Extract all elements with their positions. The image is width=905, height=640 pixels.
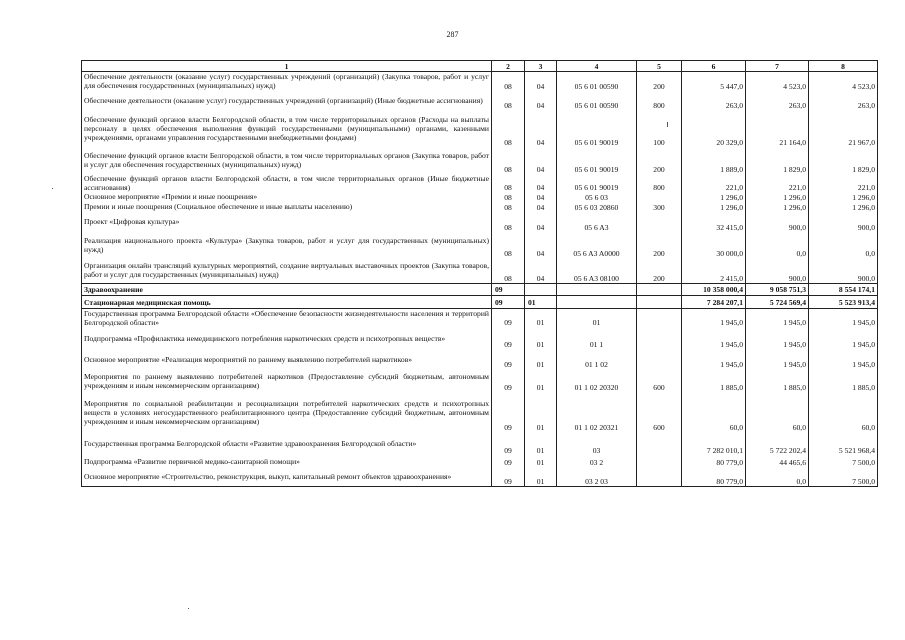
row-value-cell [637, 284, 682, 296]
row-value-cell: 30 000,0 [682, 232, 746, 258]
row-value-cell: 01 1 [557, 327, 637, 349]
row-value-cell: 1 296,0 [809, 202, 878, 212]
scan-speck [188, 608, 189, 609]
row-value-cell: 04 [525, 232, 557, 258]
row-value-cell [637, 212, 682, 232]
row-value-cell: 4 523,0 [809, 72, 878, 91]
row-value-cell: 01 1 02 20321 [557, 392, 637, 432]
row-value-cell: 1 885,0 [809, 369, 878, 392]
row-value-cell: 5 722 202,4 [746, 432, 809, 455]
row-value-cell: 200 [637, 72, 682, 91]
row-value-cell [637, 192, 682, 202]
column-header: 2 [492, 61, 525, 72]
row-value-cell: 01 1 02 [557, 349, 637, 369]
row-value-cell: 1 945,0 [682, 349, 746, 369]
row-value-cell [557, 284, 637, 296]
row-value-cell: 05 6 A3 A0000 [557, 232, 637, 258]
row-name-cell: Основное мероприятие «Строительство, реконструкция, выкуп, капитальный ремонт объектов здравоохранения» [82, 467, 492, 486]
row-value-cell: 1 829,0 [809, 147, 878, 174]
row-value-cell: 900,0 [746, 212, 809, 232]
row-value-cell: 01 [525, 432, 557, 455]
row-name-cell: Обеспечение функций органов власти Белгородской области, в том числе территориальных органов (Расходы на выплаты персоналу в целях обеспечения выполнения функций государственными (муниципальными) органами, казенными учреждениями, органами управления государственными внебюджетными фондами) [82, 110, 492, 147]
row-value-cell: 8 554 174,1 [809, 284, 878, 296]
row-value-cell: 7 500,0 [809, 455, 878, 467]
row-value-cell: 0,0 [809, 232, 878, 258]
row-value-cell: 08 [492, 202, 525, 212]
row-value-cell: 03 2 [557, 455, 637, 467]
table-row [82, 455, 878, 467]
table-row [82, 192, 878, 202]
row-value-cell: 100 [637, 110, 682, 147]
row-value-cell: 32 415,0 [682, 212, 746, 232]
table-row [82, 202, 878, 212]
table-row [82, 91, 878, 110]
row-value-cell: 08 [492, 258, 525, 284]
row-value-cell: 800 [637, 91, 682, 110]
row-value-cell: 04 [525, 72, 557, 91]
row-name-cell: Организация онлайн трансляций культурных мероприятий, создание виртуальных выставочных проектов (Закупка товаров, работ и услуг для государственных (муниципальных) нужд) [82, 258, 492, 284]
row-value-cell: 60,0 [809, 392, 878, 432]
section-row [82, 284, 878, 296]
row-value-cell: 263,0 [682, 91, 746, 110]
row-value-cell [637, 309, 682, 328]
table-row [82, 309, 878, 328]
row-value-cell: 05 6 01 90019 [557, 147, 637, 174]
row-value-cell: 1 296,0 [746, 202, 809, 212]
row-value-cell: 05 6 01 00590 [557, 91, 637, 110]
row-value-cell: 09 [492, 455, 525, 467]
row-name-cell: Мероприятия по социальной реабилитации и ресоциализации потребителей наркотических средств и психотропных веществ в условиях негосударственного реабилитационного центра (Предоставление субсидий бюджетным, автономным учреждениям и иным некоммерческим организациям) [82, 392, 492, 432]
row-value-cell: 60,0 [682, 392, 746, 432]
row-value-cell [637, 455, 682, 467]
row-value-cell: 09 [492, 432, 525, 455]
column-header: 7 [746, 61, 809, 72]
row-value-cell: 1 945,0 [809, 309, 878, 328]
row-value-cell: 04 [525, 174, 557, 192]
row-value-cell: 0,0 [746, 232, 809, 258]
row-name-cell: Основное мероприятие «Реализация мероприятий по раннему выявлению потребителей наркотиков» [82, 349, 492, 369]
row-value-cell: 1 296,0 [809, 192, 878, 202]
row-name-cell: Реализация национального проекта «Культура» (Закупка товаров, работ и услуг для государственных (муниципальных) нужд) [82, 232, 492, 258]
row-name-cell: Государственная программа Белгородской области «Развитие здравоохранения Белгородской области» [82, 432, 492, 455]
row-name-cell: Подпрограмма «Развитие первичной медико-санитарной помощи» [82, 455, 492, 467]
row-value-cell: 80 779,0 [682, 455, 746, 467]
row-value-cell: 1 885,0 [746, 369, 809, 392]
row-value-cell: 1 296,0 [746, 192, 809, 202]
table-row [82, 349, 878, 369]
row-value-cell: 800 [637, 174, 682, 192]
row-value-cell: 221,0 [682, 174, 746, 192]
row-value-cell: 04 [525, 212, 557, 232]
row-value-cell: 5 447,0 [682, 72, 746, 91]
row-name-cell: Обеспечение функций органов власти Белгородской области, в том числе территориальных органов (Закупка товаров, работ и услуг для обеспечения государственных (муниципальных) нужд) [82, 147, 492, 174]
row-value-cell: 44 465,6 [746, 455, 809, 467]
row-name-cell: Проект «Цифровая культура» [82, 212, 492, 232]
row-value-cell: 09 [492, 467, 525, 486]
row-value-cell: 7 284 207,1 [682, 296, 746, 309]
row-value-cell: 0,0 [746, 467, 809, 486]
row-name-cell: Премии и иные поощрения (Социальное обеспечение и иные выплаты населению) [82, 202, 492, 212]
row-value-cell: 05 6 01 90019 [557, 174, 637, 192]
row-value-cell: 04 [525, 258, 557, 284]
row-value-cell: 21 164,0 [746, 110, 809, 147]
row-value-cell: 1 945,0 [746, 309, 809, 328]
row-value-cell: 05 6 01 90019 [557, 110, 637, 147]
row-value-cell: 7 282 010,1 [682, 432, 746, 455]
row-value-cell: 01 [525, 309, 557, 328]
table-row [82, 258, 878, 284]
row-value-cell: 04 [525, 147, 557, 174]
row-name-cell: Стационарная медицинская помощь [82, 296, 492, 309]
row-value-cell: 01 [557, 309, 637, 328]
row-value-cell: 5 523 913,4 [809, 296, 878, 309]
row-value-cell: 08 [492, 192, 525, 202]
column-header: 1 [82, 61, 492, 72]
table-row [82, 110, 878, 147]
budget-table [81, 60, 878, 487]
row-value-cell: 1 829,0 [746, 147, 809, 174]
row-value-cell: 04 [525, 110, 557, 147]
row-value-cell: 01 [525, 455, 557, 467]
row-value-cell [637, 327, 682, 349]
table-row [82, 212, 878, 232]
row-value-cell: 04 [525, 192, 557, 202]
row-value-cell: 08 [492, 212, 525, 232]
row-value-cell [557, 296, 637, 309]
row-name-cell: Основное мероприятие «Премии и иные поощрения» [82, 192, 492, 202]
row-value-cell: 21 967,0 [809, 110, 878, 147]
row-value-cell: 7 500,0 [809, 467, 878, 486]
row-value-cell: 09 [492, 327, 525, 349]
row-value-cell: 1 296,0 [682, 192, 746, 202]
row-value-cell: 200 [637, 258, 682, 284]
row-value-cell: 09 [492, 369, 525, 392]
table-row [82, 369, 878, 392]
row-name-cell: Государственная программа Белгородской области «Обеспечение безопасности жизнедеятельности населения и территорий Белгородской области» [82, 309, 492, 328]
column-header: 3 [525, 61, 557, 72]
column-header: 4 [557, 61, 637, 72]
row-value-cell: 01 [525, 467, 557, 486]
row-name-cell: Здравоохранение [82, 284, 492, 296]
row-value-cell: 1 945,0 [809, 349, 878, 369]
row-value-cell: 03 2 03 [557, 467, 637, 486]
row-value-cell: 08 [492, 147, 525, 174]
row-value-cell: 1 296,0 [682, 202, 746, 212]
row-value-cell: 01 [525, 296, 557, 309]
row-value-cell: 05 6 03 20860 [557, 202, 637, 212]
row-value-cell: 9 058 751,3 [746, 284, 809, 296]
row-value-cell: 09 [492, 392, 525, 432]
row-value-cell: 09 [492, 309, 525, 328]
row-value-cell: 04 [525, 91, 557, 110]
row-value-cell: 200 [637, 147, 682, 174]
row-value-cell: 1 945,0 [746, 349, 809, 369]
table-row [82, 392, 878, 432]
row-name-cell: Обеспечение деятельности (оказание услуг) государственных учреждений (организаций) (Иные бюджетные ассигнования) [82, 91, 492, 110]
row-value-cell: 20 329,0 [682, 110, 746, 147]
table-row [82, 174, 878, 192]
row-value-cell: 1 889,0 [682, 147, 746, 174]
row-value-cell: 1 945,0 [682, 327, 746, 349]
row-value-cell: 01 [525, 392, 557, 432]
column-header: 5 [637, 61, 682, 72]
row-value-cell: 1 885,0 [682, 369, 746, 392]
row-value-cell: 200 [637, 232, 682, 258]
row-name-cell: Подпрограмма «Профилактика немедицинского потребления наркотических средств и психотропных веществ» [82, 327, 492, 349]
row-value-cell [637, 467, 682, 486]
row-value-cell: 600 [637, 369, 682, 392]
row-value-cell [637, 296, 682, 309]
row-name-cell: Обеспечение деятельности (оказание услуг) государственных учреждений (организаций) (Закупка товаров, работ и услуг для обеспечения государственных (муниципальных) нужд) [82, 72, 492, 91]
row-value-cell: 08 [492, 174, 525, 192]
row-value-cell [637, 349, 682, 369]
table-row [82, 72, 878, 91]
row-value-cell [525, 284, 557, 296]
scan-speck [667, 122, 668, 127]
header-row [82, 61, 878, 72]
row-name-cell: Обеспечение функций органов власти Белгородской области, в том числе территориальных органов (Иные бюджетные ассигнования) [82, 174, 492, 192]
row-value-cell: 263,0 [809, 91, 878, 110]
row-value-cell: 5 521 968,4 [809, 432, 878, 455]
row-value-cell: 80 779,0 [682, 467, 746, 486]
row-value-cell: 09 [492, 349, 525, 369]
row-name-cell: Мероприятия по раннему выявлению потребителей наркотиков (Предоставление субсидий бюджетным, автономным учреждениям и иным некоммерческим организациям) [82, 369, 492, 392]
row-value-cell [637, 432, 682, 455]
row-value-cell: 221,0 [746, 174, 809, 192]
row-value-cell: 900,0 [809, 258, 878, 284]
row-value-cell: 900,0 [809, 212, 878, 232]
row-value-cell: 1 945,0 [809, 327, 878, 349]
row-value-cell: 01 1 02 20320 [557, 369, 637, 392]
row-value-cell: 08 [492, 72, 525, 91]
row-value-cell: 01 [525, 369, 557, 392]
table-row [82, 147, 878, 174]
row-value-cell: 900,0 [746, 258, 809, 284]
row-value-cell: 09 [492, 284, 525, 296]
table-row [82, 467, 878, 486]
row-value-cell: 03 [557, 432, 637, 455]
row-value-cell: 221,0 [809, 174, 878, 192]
row-value-cell: 263,0 [746, 91, 809, 110]
table-row [82, 432, 878, 455]
row-value-cell: 5 724 569,4 [746, 296, 809, 309]
row-value-cell: 08 [492, 110, 525, 147]
column-header: 6 [682, 61, 746, 72]
row-value-cell: 05 6 A3 [557, 212, 637, 232]
row-value-cell: 05 6 A3 08100 [557, 258, 637, 284]
row-value-cell: 08 [492, 91, 525, 110]
section-row [82, 296, 878, 309]
row-value-cell: 300 [637, 202, 682, 212]
row-value-cell: 05 6 03 [557, 192, 637, 202]
table-row [82, 327, 878, 349]
row-value-cell: 01 [525, 349, 557, 369]
row-value-cell: 05 6 01 00590 [557, 72, 637, 91]
row-value-cell: 4 523,0 [746, 72, 809, 91]
column-header: 8 [809, 61, 878, 72]
row-value-cell: 09 [492, 296, 525, 309]
page-number: 287 [446, 30, 459, 39]
row-value-cell: 08 [492, 232, 525, 258]
row-value-cell: 2 415,0 [682, 258, 746, 284]
row-value-cell: 1 945,0 [682, 309, 746, 328]
row-value-cell: 01 [525, 327, 557, 349]
table-row [82, 232, 878, 258]
row-value-cell: 1 945,0 [746, 327, 809, 349]
scan-speck [52, 188, 53, 189]
row-value-cell: 600 [637, 392, 682, 432]
row-value-cell: 10 358 000,4 [682, 284, 746, 296]
row-value-cell: 60,0 [746, 392, 809, 432]
row-value-cell: 04 [525, 202, 557, 212]
